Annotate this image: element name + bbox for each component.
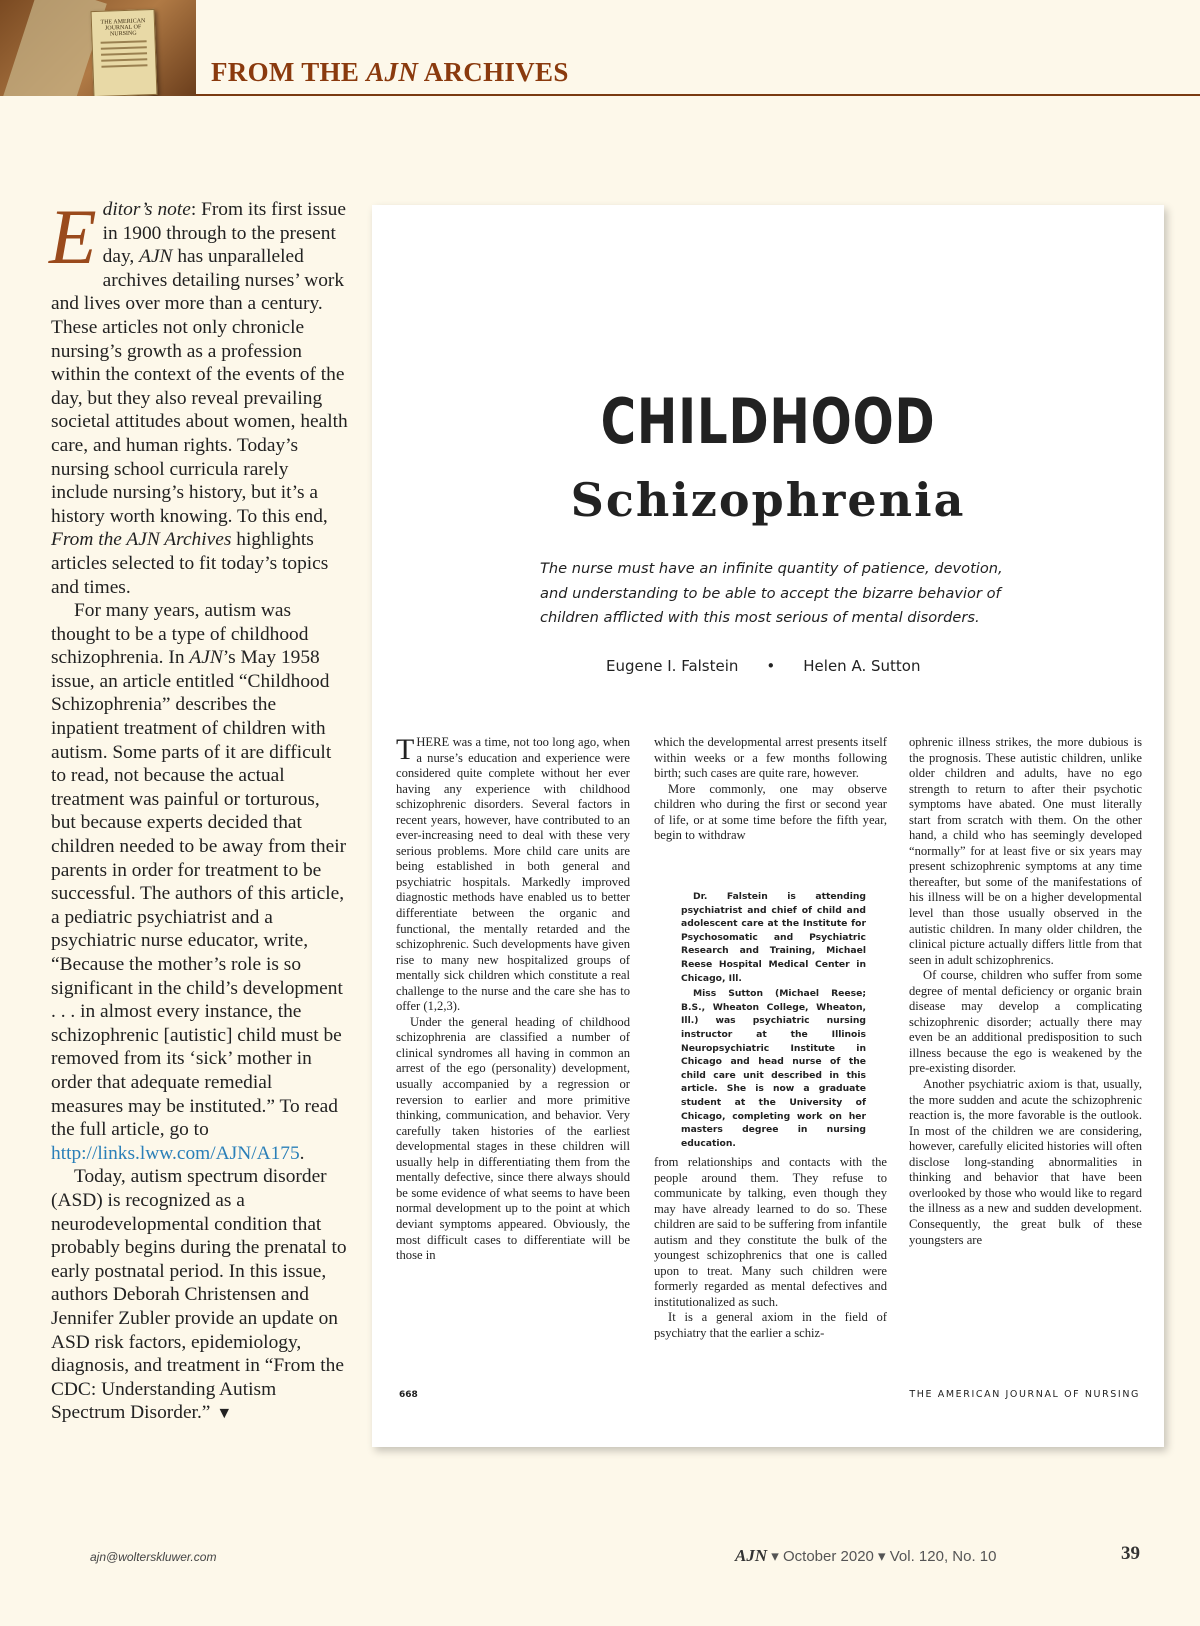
scan-journal-name: THE AMERICAN JOURNAL OF NURSING	[909, 1389, 1140, 1400]
article-paragraph: THERE was a time, not too long ago, when a nurse’s education and experience were considered quite complete without her ever having any experience with childhood schizophrenic disorders. Several factors in recent years, however, have contributed to an ever-increasing need to deal with these very serious problems. More child care units are being established in both general and psychiatric hospitals. Markedly improved diagnostic methods have enabled us to better differentiate between the organic and functional, the mentally retarded and the schizophrenic. Such developments have given rise to many new hospitalized groups of mentally sick children which constitute a real challenge to the nurse and the care she has to offer (1,2,3).	[396, 733, 630, 1014]
article-paragraph: ophrenic illness strikes, the more dubious is the prognosis. These autistic children, unlike older children and adults, have no ego strength to return to after their psychotic symptoms have abated. One must literally start from scratch with them. On the other hand, a child who has seemingly developed “normally” for at least five or six years may present schizophrenic symptoms at any time thereafter, but some of the manifestations of his illness will be on a higher developmental level than those usually observed in the autistic children. In many older children, the clinical picture actually differs little from that seen in adult schizophrenics.	[909, 735, 1142, 967]
article-deck: The nurse must have an infinite quantity of patience, devotion, and understanding to be able to accept the bizarre behavior of children afflicted with this most serious of mental disorders.	[540, 560, 1003, 626]
editors-note	[49, 193, 348, 1426]
article-column-2-top	[654, 735, 887, 844]
section-title: FROM THE AJN ARCHIVES	[211, 57, 569, 87]
byline-separator: •	[766, 657, 776, 675]
article-paragraph: Under the general heading of childhood schizophrenia are classified a number of clinical syndromes all having in common an arrest of the ego (personality) development, usually accompanied by a regression or reversion to earlier and more primitive thinking, communication, and behavior. Very carefully taken histories of the earliest developmental stages in these children will usually help in differentiating them from the mentally defective, since there always should be some evidence of what seems to have been normal development up to the point at which deviant symptoms appeared. Obviously, the most difficult cases to differentiate will be those in	[396, 1014, 630, 1263]
journal-cover-thumbnail	[91, 9, 158, 96]
article-paragraph: Another psychiatric axiom is that, usually, the more sudden and acute the schizophrenic reaction is, the more favorable is the outlook. In most of the children we are considering, however, carefully elicited histories will often disclose long-standing abnormalities in thinking and behavior that have been overlooked by those who would like to regard the illness as a new and sudden development. Consequently, the great bulk of these youngsters are	[909, 1077, 1142, 1247]
article-link[interactable]: http://links.lww.com/AJN/A175	[51, 1142, 300, 1164]
scan-page-number: 668	[399, 1390, 418, 1400]
header-rule	[196, 94, 1200, 96]
article-title-main: CHILDHOOD	[600, 385, 936, 458]
footer-page-number: 39	[1121, 1543, 1140, 1564]
drop-cap: E	[49, 193, 97, 280]
article-column-3	[909, 735, 1142, 1248]
archive-article-scan	[372, 205, 1164, 1447]
author-bio-2: Miss Sutton (Michael Reese; B.S., Wheaton College, Wheaton, Ill.) was psychiatric nursing instructor at the Illinois Neuropsychiatric Institute in Chicago and head nurse of the child care unit described in this article. She is now a graduate student at the University of Chicago, completing work on her masters degree in nursing education.	[681, 988, 866, 1149]
author-1: Eugene I. Falstein	[606, 657, 739, 675]
author-bio-1: Dr. Falstein is attending psychiatrist and chief of child and adolescent care at the Institute for Psychosomatic and Psychiatric Research and Training, Michael Reese Hospital Medical Center in Chicago, Ill.	[681, 891, 866, 984]
article-column-1	[396, 735, 630, 1264]
article-title-sub: Schizophrenia	[570, 473, 966, 527]
thumbnail-title: THE AMERICAN JOURNAL OF NURSING	[100, 18, 146, 38]
article-paragraph: from relationships and contacts with the people around them. They refuse to communicate by talking, even though they may have already learned to do so. These children are said to be suffering from infantile autism and they constitute the bulk of the youngest schizophrenics that one is called upon to treat. Many such children were formerly regarded as mental defectives and institutionalized as such.	[654, 1155, 887, 1309]
article-paragraph: More commonly, one may observe children who during the first or second year of life, or at some time before the fifth year, begin to withdraw	[654, 781, 887, 843]
article-paragraph: Of course, children who suffer from some degree of mental deficiency or organic brain disease may develop a complicating schizophrenic disorder; actually there may even be an additional predisposition to such illness because the ego is weakened by the pre-existing disorder.	[909, 968, 1142, 1076]
article-paragraph: which the developmental arrest presents itself within weeks or a few months following birth; such cases are quite rare, however.	[654, 735, 887, 781]
article-drop-cap: T	[396, 733, 415, 766]
editors-note-paragraph-2: For many years, autism was thought to be a type of childhood schizophrenia. In AJN’s May 1958 issue, an article entitled “Childhood Schizophrenia” describes the inpatient treatment of children with autism. Some parts of it are difficult to read, not because the actual treatment was painful or torturous, but because experts decided that children needed to be away from their parents in order for treatment to be successful. The authors of this article, a pediatric psychiatrist and a psychiatric nurse educator, write, “Because the mother’s role is so significant in the child’s development . . . in almost every instance, the schizophrenic [autistic] child must be removed from its ‘sick’ mother in order that adequate remedial measures may be instituted.” To read the full article, go to http://links.lww.com/AJN/A175.	[51, 600, 347, 1164]
editors-note-paragraph-1: Editor’s note: From its first issue in 1900 through to the present day, AJN has unparalleled archives detailing nurses’ work and lives over more than a century. These articles not only chronicle nursing’s growth as a profession within the context of the events of the day, but they also reveal prevailing societal attitudes about women, health care, and human rights. Today’s nursing school curricula rarely include nursing’s history, but it’s a history worth knowing. To this end, From the AJN Archives highlights articles selected to fit today’s topics and times.	[49, 193, 348, 598]
end-mark-icon: ▼	[216, 1405, 233, 1423]
author-bio-note	[681, 890, 866, 1152]
article-column-2-bottom	[654, 1155, 887, 1342]
footer-email: ajn@wolterskluwer.com	[90, 1550, 217, 1564]
footer-journal-info: AJN ▾ October 2020 ▾ Vol. 120, No. 10	[735, 1546, 997, 1565]
article-byline	[606, 657, 920, 675]
editors-note-paragraph-3: Today, autism spectrum disorder (ASD) is recognized as a neurodevelopmental condition that probably begins during the prenatal to early postnatal period. In this issue, authors Deborah Christensen and Jennifer Zubler provide an update on ASD risk factors, epidemiology, diagnosis, and treatment in “From the CDC: Understanding Autism Spectrum Disorder.” ▼	[51, 1166, 347, 1424]
archive-cover-image	[0, 0, 196, 96]
author-2: Helen A. Sutton	[803, 657, 921, 675]
article-paragraph: It is a general axiom in the field of psychiatry that the earlier a schiz-	[654, 1310, 887, 1341]
